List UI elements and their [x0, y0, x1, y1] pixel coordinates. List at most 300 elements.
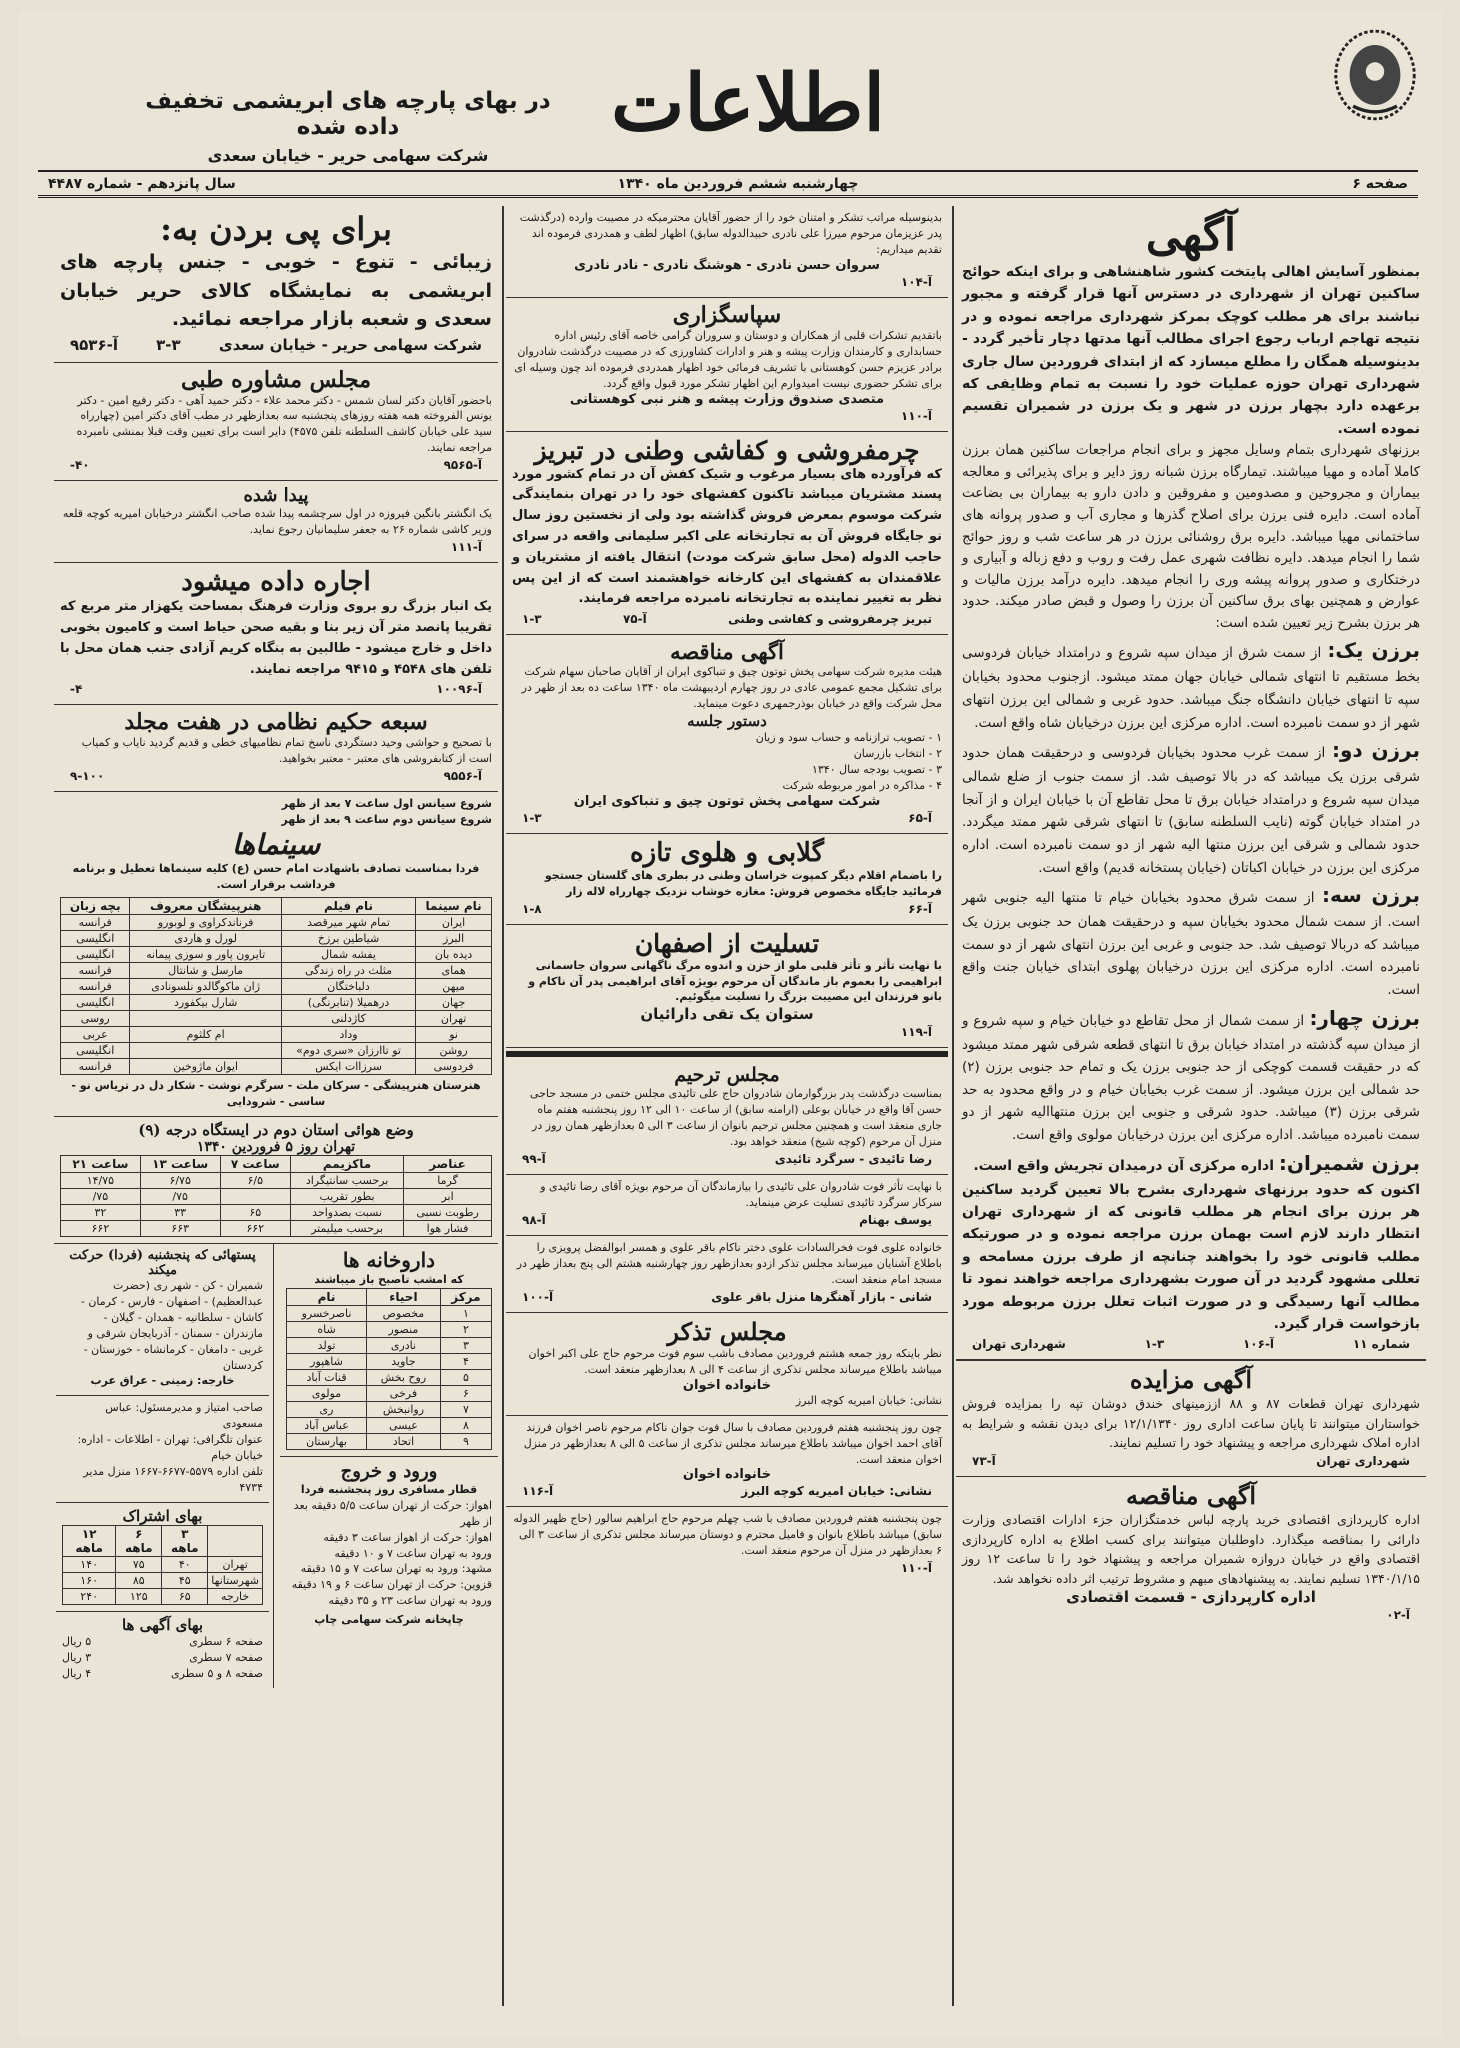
- pharmacy-cell: ۳: [440, 1337, 491, 1353]
- cinema-row: [61, 1058, 492, 1074]
- pharmacy-cell: شاه: [287, 1321, 367, 1337]
- pharmacy-cell: ۶: [440, 1385, 491, 1401]
- notice-closing: اکنون که حدود برزنهای شهرداری بشرح بالا تعیین گردید ساکنین هر برزن برای انجام هر مطلب قانونی که از شهرداری تهران انتظار دارند لازم است بهمان برزن مراجعه نموده و در صورتیکه مطلب قانونی خود را بخواهند چنانچه از طرف برزن مسامحه و تعللی مشهود گردید در آن صورت بشهرداری مراجعه خواهند نمود تا مطالب آنها رسیدگی و در صورت اثبات تعلل برزن مربوطه مورد بازخواست قرار گیرد.: [962, 1181, 1420, 1332]
- memorial5-text: چون پنجشنبه هفتم فروردین مصادف با شب چهلم مرحوم حاج ابراهیم سالور (حاج ظهیر الدوله سابق) میباشد باطلاع بانوان و فامیل محترم و دوستان میرساند مجلس تذکری از ساعت ۳ الی ۶ بعدازظهر در منزل آن مرحوم منعقد است.: [513, 1512, 942, 1558]
- pharmacy-cell: تولد: [287, 1337, 367, 1353]
- weather-row: [61, 1220, 492, 1236]
- cinema-time-2: شروع سیانس دوم ساعت ۹ بعد از ظهر: [281, 813, 492, 827]
- pharmacy-subtitle: که امشب تاصبح باز میباشند: [314, 1272, 464, 1286]
- cinema-cell: تهران: [416, 1010, 492, 1026]
- subs-cell: ۸۵: [116, 1573, 162, 1589]
- tobacco-assembly-notice: [506, 635, 948, 834]
- divider-bar: [506, 1051, 948, 1057]
- subs-row: [63, 1589, 263, 1605]
- lease-text: یک انبار بزرگ رو بروی وزارت فرهنگ بمساحت یکهزار متر مربع که تقریبا پانصد متر آن زیر بنا و بقیه صحن حیاط است و کامیون بخوبی داخل و خارج میشود - طالبین به بنگاه کریم آزادی جنب همان محل با تلفن های ۴۵۴۸ و ۹۴۱۵ مراجعه نمایند.: [60, 599, 492, 677]
- ad-rate-item: [62, 1634, 263, 1650]
- pharmacy-cell: قنات آباد: [287, 1369, 367, 1385]
- pharmacy-cell: ۵: [440, 1369, 491, 1385]
- condolence-title: تسلیت از اصفهان: [634, 928, 820, 958]
- cinema-cell: ام کلثوم: [130, 1026, 281, 1042]
- top-ad-line2: شرکت سهامی حریر - خیابان سعدی: [207, 146, 489, 165]
- pharmacy-cell: اتحاد: [367, 1433, 441, 1449]
- post-title: پستهائی که پنجشنبه (فردا) حرکت میکند: [69, 1247, 256, 1278]
- weather-cell: ۳۲: [61, 1204, 141, 1220]
- code-part: آ-۱۱۶: [522, 1484, 554, 1499]
- lease-ad: [54, 563, 498, 705]
- tender-text: هیئت مدیره شرکت سهامی پخش توتون چیق و تنباکوی ایران از آقایان صاحبان سهام شرکت برای تشکیل مجمع عمومی عادی در روز چهارم اردیبهشت ماه ۱۳۴۰ ساعت ده بعد از ظهر در محل شرکت واقع در خیابان بوذرجمهری دعوت مینماید.: [521, 665, 942, 711]
- weather-cell: بطور تقریب: [291, 1188, 404, 1204]
- top-ad-line1: در بهای پارچه های ابریشمی تخفیف داده شده: [145, 88, 551, 140]
- weather-header-cell: ساعت ۱۳: [140, 1155, 220, 1172]
- family-alavi-notice: [506, 1236, 948, 1313]
- code-part: آ-۱۱۱: [450, 540, 482, 555]
- weather-row: [61, 1204, 492, 1220]
- pharmacy-cell: ۹: [440, 1433, 491, 1449]
- fruit-code: [512, 900, 942, 918]
- thanks2-text: باتقدیم تشکرات قلبی از همکاران و دوستان و سروران گرامی خاصه آقای رئیس اداره حسابداری و کارمندان وزارت پیشه و هنر و ادارات کشاورزی که در مصیبت درگذشت شادروان برادر عزیزم حسن کوهستانی با تشریف فرمائی خود اظهار همدردی فرموده اند چون وسیله ای برای تشکر حضوری نیست امیدوارم این اظهار تشکر مورد قبول واقع گردد.: [514, 328, 942, 390]
- code-part: ۴-: [70, 682, 83, 697]
- subs-cell: ۱۴۰: [63, 1557, 116, 1573]
- memorial2-sign: یوسف بهنام: [859, 1213, 932, 1228]
- ad-rate-label: صفحه ۸ و ۵ سطری: [171, 1666, 263, 1680]
- leather-title: چرمفروشی و کفاشی وطنی در تبریز: [534, 435, 920, 465]
- fruit-text: را باضمام اقلام دیگر کمپوت خراسان وطنی در بطری های گلستان جستجو فرمائید جایگاه مخصوص فروش: مغازه خوشاب نزدیک چهارراه لاله زار: [544, 868, 942, 898]
- cinema-cell: نو: [416, 1026, 492, 1042]
- cinema-cell: شارل بیکفورد: [130, 994, 281, 1010]
- notice-intro: بمنظور آسایش اهالی پایتخت کشور شاهنشاهی و برای اینکه حوائج ساکنین تهران از شهرداری در دسترس آنها قرار گرفته و مجبور نباشند برای هر مطلب کوچک بمرکز شهرداری مراجعه نموده و در نتیجه تهاجم ارباب رجوع اجرای مطالب آنها مدتها دچار تأخیر گردد - بدینوسیله همگان را مطلع میسازد که از ابتدای فروردین سال جاری شهرداری تهران حوزه عملیات خود را نسبت به تمام وظایفی که برعهده دارد بچهار برزن در شهر و یک برزن در شمیران تقسیم نموده است.: [962, 264, 1420, 437]
- code-part: آ-۶۶: [908, 901, 932, 916]
- auction-title: آگهی مزایده: [1129, 1365, 1253, 1395]
- memorial1-text: بمناسبت درگذشت پدر بزرگوارمان شادروان حاج علی تائیدی مجلس ختمی در مسجد حاجی حسن آقا واقع در خیابان بوعلی (ارامنه سابق) از ساعت ۱۰ الی ۱۲ روز پنجشنبه هفتم ماه جاری منعقد است و همچنین مجلس ترحیم بانوان از ساعت ۳ الی ۵ بعدازظهر همان روز در منزل آن مرحوم (کوچه شیخ) منعقد خواهد بود.: [529, 1087, 942, 1149]
- pharmacy-row: [287, 1369, 492, 1385]
- agenda-item: ۴ - مذاکره در امور مربوطه شرکت: [782, 778, 942, 792]
- district-4-head: برزن چهار:: [1309, 1005, 1421, 1030]
- pharmacy-cell: ۴: [440, 1353, 491, 1369]
- weather-cell: ۶۶۳: [140, 1220, 220, 1236]
- auction-code: آ-۷۳: [972, 1454, 996, 1469]
- ad-rates-list: [62, 1634, 263, 1682]
- subs-table-body: [63, 1557, 263, 1605]
- weather-header-cell: ماکزیمم: [291, 1155, 404, 1172]
- sabeh-title: سبعه حکیم نظامی در هفت مجلد: [124, 709, 428, 736]
- travel-item: ورود به تهران ساعت ۷ و ۱۰ دقیقه: [334, 1546, 492, 1560]
- memorial1-footer: [512, 1150, 942, 1168]
- weather-cell: گرما: [404, 1172, 492, 1188]
- tender-sign: اداره کارپردازی - قسمت اقتصادی: [1066, 1587, 1316, 1606]
- book-ad: [54, 705, 498, 792]
- code-part: آ-۹۵۵۶: [443, 769, 482, 784]
- cinema-cell: دلباختگان: [281, 978, 415, 994]
- code-part: آ-۱۰۴: [900, 274, 932, 289]
- family-text: خانواده علوی فوت فخرالسادات علوی دختر ناکام باقر علوی و همسر ابوالفضل پرویزی را باطلاع آشنایان میرساند مجلس تذکر ازدو بعدازظهر روز چهارشنبه هشتم الی پنج بعداز ظهر در مسجد امام منعقد است.: [516, 1241, 942, 1286]
- pharmacy-row: [287, 1417, 492, 1433]
- subs-cell: خارجه: [208, 1589, 263, 1605]
- thanks2-sign: متصدی صندوق وزارت پیشه و هنر نبی کوهستانی: [569, 391, 885, 407]
- pharmacy-title: داروخانه ها: [342, 1247, 436, 1272]
- cinema-cell: انگلیسی: [61, 1042, 130, 1058]
- weather-title: وضع هوائی استان دوم در ایستگاه درجه (۹): [138, 1120, 414, 1139]
- code-part: آ-۱۱۰: [900, 1561, 932, 1576]
- cinema-cell: تایرون پاور و سوزی پیمانه: [130, 946, 281, 962]
- publisher: صاحب امتیاز و مدیرمسئول: عباس مسعودی: [105, 1401, 263, 1431]
- economic-tender-notice: [956, 1477, 1426, 1630]
- pharmacy-cell: بهارستان: [287, 1433, 367, 1449]
- auction-footer: [962, 1452, 1420, 1470]
- weather-subtitle: تهران روز ۵ فروردین ۱۳۴۰: [196, 1138, 356, 1155]
- memorial3-title: مجلس تذکر: [667, 1316, 787, 1346]
- thanks1-text: بدینوسیله مراتب تشکر و امتنان خود را از حضور آقایان محترمیکه در مصیبت وارده (درگذشت پدر عزیزمان مرحوم میرزا علی نادری حبیدالدوله سابق) اظهار لطف و همدردی فرموده اند تقدیم میداریم:: [519, 211, 942, 256]
- found-title: پیدا شده: [243, 485, 309, 507]
- cinema-cell: انگلیسی: [61, 946, 130, 962]
- memorial2-footer: [512, 1211, 942, 1229]
- memorial3-addr: نشانی: خیابان امیریه کوچه البرز: [795, 1393, 942, 1407]
- cinema-cell: عربی: [61, 1026, 130, 1042]
- cinema-cell: میهن: [416, 978, 492, 994]
- leather-sign: تبریز چرمفروشی و کفاشی وطنی: [728, 612, 932, 627]
- auction-sign: شهرداری تهران: [1316, 1454, 1410, 1469]
- cinema-cell: انگلیسی: [61, 930, 130, 946]
- weather-cell: برحسب سانتیگراد: [291, 1172, 404, 1188]
- agenda-item: ۲ - انتخاب بازرسان: [853, 746, 942, 760]
- cinema-cell: کاژدلنی: [281, 1010, 415, 1026]
- district-3: [962, 879, 1420, 1001]
- silk-ad: [54, 206, 498, 363]
- notice-title: آگهی: [1145, 210, 1237, 261]
- district-2: [962, 734, 1420, 879]
- pharmacy-cell: شاهپور: [287, 1353, 367, 1369]
- subs-title: بهای اشتراک: [122, 1507, 203, 1525]
- cinema-cell: وداد: [281, 1026, 415, 1042]
- post-text: شمیران - کن - شهر ری (حضرت عبدالعظیم) - اصفهان - فارس - کرمان - کاشان - سلطانیه - همدان - گیلان - مازندران - سمنان - آذربایجان شرقی و غربی - دامغان - کرمانشاه - خوزستان - کردستان: [80, 1278, 263, 1372]
- auction-text: شهرداری تهران قطعات ۸۷ و ۸۸ اززمینهای خندق دوشان تپه را بمزایده فروش خواستاران میتوانند تا پایان ساعت اداری روز ۱۲/۱/۱۳۴۰ برای دیدن نقشه و شرایط به اداره املاک شهرداری مراجعه و پیشنهاد خود را تسلیم نمایند.: [962, 1396, 1421, 1451]
- travel-list: [286, 1498, 492, 1610]
- condolence-isfahan: [506, 925, 948, 1049]
- weather-cell: ۳۳: [140, 1204, 220, 1220]
- newspaper-logo: اطلاعات: [610, 58, 886, 149]
- silk-footer: [60, 334, 492, 356]
- ad-rate-price: ۴ ریال: [62, 1666, 92, 1680]
- subs-row: [63, 1557, 263, 1573]
- ad-rate-item: [62, 1650, 263, 1666]
- pharmacy-table-body: [287, 1305, 492, 1449]
- subs-cell: شهرستانها: [208, 1573, 263, 1589]
- memorial1-title: مجلس ترحیم: [674, 1064, 780, 1087]
- ad-rate-label: صفحه ۷ سطری: [189, 1650, 263, 1664]
- agenda-item: ۱ - تصویب ترازنامه و حساب سود و زیان: [755, 730, 942, 744]
- cinema-cell: تو تاارزان «سری دوم»: [281, 1042, 415, 1058]
- pharmacy-cell: روح بخش: [367, 1369, 441, 1385]
- weather-cell: ۷۵/: [140, 1188, 220, 1204]
- address: عنوان تلگرافی: تهران - اطلاعات - اداره: خیابان خیام: [77, 1433, 263, 1463]
- ad-rate-price: ۵ ریال: [62, 1635, 92, 1648]
- publisher-info: [56, 1396, 269, 1503]
- memorial4-addr: نشانی: خیابان امیریه کوچه البرز: [741, 1484, 932, 1499]
- pharmacy-cell: ۲: [440, 1321, 491, 1337]
- newspaper-page: [18, 10, 1442, 2038]
- cinema-row: [61, 994, 492, 1010]
- cinema-row: [61, 978, 492, 994]
- silk-text: زیبائی - تنوع - خوبی - جنس پارچه های ابریشمی به نمایشگاه کالای حریر خیابان سعدی و شعبه بازار مراجعه نمائید.: [60, 251, 492, 330]
- pharmacy-row: [287, 1385, 492, 1401]
- pharmacy-row: [287, 1401, 492, 1417]
- weather-row: [61, 1188, 492, 1204]
- code-part: آ-۹۵۶۵: [443, 458, 482, 473]
- issue-number: سال پانزدهم - شماره ۴۴۸۷: [48, 175, 236, 192]
- cinema-cell: فرانسه: [61, 914, 130, 930]
- subs-cell: ۷۵: [116, 1557, 162, 1573]
- cinema-cell: مارسل و شانتال: [130, 962, 281, 978]
- fruit-title: گلابی و هلوی تازه: [630, 837, 824, 868]
- council-code: [60, 456, 492, 474]
- pharmacy-cell: عباس آباد: [287, 1417, 367, 1433]
- sabeh-code: [60, 767, 492, 785]
- weather-table-body: [61, 1172, 492, 1236]
- weather-header-cell: ساعت ۲۱: [61, 1155, 141, 1172]
- thanks-kouhestani: [506, 298, 948, 432]
- subs-row: [63, 1573, 263, 1589]
- left-bottom-split: [54, 1244, 498, 1688]
- condolence-code: [512, 1023, 942, 1041]
- memorial-salour: [506, 1507, 948, 1583]
- thanks1-code: [512, 273, 942, 291]
- pharmacy-header-cell: احیاء: [367, 1288, 441, 1305]
- memorial-naser-akhavan: [506, 1416, 948, 1508]
- weather-header-cell: ساعت ۷: [220, 1155, 290, 1172]
- memorial4-sign: خانواده اخوان: [682, 1467, 772, 1483]
- thanks-nadery: [506, 206, 948, 298]
- district-5-head: برزن شمیران:: [1278, 1150, 1420, 1175]
- ad-rates-section: [56, 1612, 269, 1688]
- memorial5-code: [512, 1559, 942, 1577]
- memorial-behnam: [506, 1175, 948, 1236]
- cinema-cell: روسی: [61, 1010, 130, 1026]
- district-2-text: از سمت غرب محدود بخیابان فردوسی و درحقیقت همان حدود شرقی برزن یک میباشد که در بالا توصیف شد. از سمت جنوب از ضلع شمالی میدان سپه شروع و درامتداد خیابان برق تا محل تقاطع آن با خیابان ایران و از آنجا در امتداد خیابان گوته (نایب السلطنه سابق) تا انتهای شرقی شهر ممتد میگردد. حدود شمالی و شرقی این برزن منتها الیه شهر از دو سمت نامبرده است. اداره مرکزی این برزن در خیابان اکباتان (خیابان پستخانه قدیم) واقع است.: [962, 745, 1420, 876]
- silk-sign: شرکت سهامی حریر - خیابان سعدی: [218, 335, 482, 354]
- code-part: آ-۱۱۹: [900, 1025, 932, 1040]
- travel-item: ورود به تهران ساعت ۲۳ و ۳۵ دقیقه: [328, 1594, 492, 1608]
- subscription-section: [56, 1503, 269, 1612]
- pharmacy-and-travel: [280, 1244, 498, 1688]
- pharmacy-cell: ناصرخسرو: [287, 1305, 367, 1321]
- cinema-row: [61, 1026, 492, 1042]
- code-part: ۴۰-: [70, 458, 90, 473]
- cinema-cell: فرانسه: [61, 962, 130, 978]
- pharmacy-cell: ری: [287, 1401, 367, 1417]
- code-part: آ-۱۰۰: [522, 1289, 554, 1304]
- cinema-cell: سرزاات ایکس: [281, 1058, 415, 1074]
- pharmacy-row: [287, 1305, 492, 1321]
- weather-row: [61, 1172, 492, 1188]
- cinema-cell: لورل و هاردی: [130, 930, 281, 946]
- council-title: مجلس مشاوره طبی: [180, 366, 371, 393]
- memorial-akhavan: [506, 1313, 948, 1416]
- district-3-text: از سمت شرق محدود بخیابان خیام تا منتها الیه جنوبی شهر است. از سمت شمال محدود بخیابان سپه و درحقیقت همان حد جنوبی برزن یک میباشد که دربالا توصیف شد. حد جنوبی و غربی این برزن انتهای شهر از دو سمت نامبرده است. اداره مرکزی این برزن درخیابان پهلوی ابتدای خیابان جنت واقع است.: [962, 890, 1420, 998]
- ad-rate-label: صفحه ۶ سطری: [189, 1635, 263, 1648]
- code-part: آ-۷۵: [622, 612, 647, 627]
- top-silk-ad: [138, 88, 558, 165]
- weather-cell: ۶۶۲: [61, 1220, 141, 1236]
- code-part: ۳-۳: [156, 335, 181, 354]
- subs-cell: تهران: [208, 1557, 263, 1573]
- weather-cell: ۶/۵: [220, 1172, 290, 1188]
- notice-body: برزنهای شهرداری بتمام وسایل مجهز و برای انجام مراجعات ساکنین همان برزن کاملا آماده و مهیا میباشند. تیمارگاه برزن شبانه روز دایر و برای پذیرائی و معالجه بیماران و مجروحین و مصدومین و مفروقین و دادن دارو به بیماران بی بضاعت آماده است. دایره فنی برزن برای اصلاح گذرها و مجاری آب و صدور پروانه های ساختمانی مهیا میباشد. دایره برق روشنائی برزن در هر ساعت شب و روز حوائج شما را انجام میدهد. دایره نظافت شهری عمل رفت و روب و دفع زباله و آبیاری و درختکاری و صدور پروانه پیشه وری را انجام میدهد. دایره درآمد برزن مالیات و عوارض و همچنین بهای برق ساکنین آن برزن را وصول و قبض صادر میکند. حدود هر برزن بشرح زیر تعیین شده است:: [962, 442, 1420, 631]
- post-foreign: خارجه: زمینی - عراق عرب: [90, 1374, 235, 1388]
- medical-council: [54, 363, 498, 482]
- date-bar: [38, 170, 1418, 198]
- travel-item: اهواز: حرکت از اهواز ساعت ۳ دقیقه: [323, 1530, 492, 1544]
- cinema-cell: فرانسه: [61, 978, 130, 994]
- travel-item: اهواز: حرکت از تهران ساعت ۵/۵ دقیقه بعد از ظهر: [293, 1498, 492, 1528]
- tender-title: آگهی مناقصه: [670, 639, 784, 665]
- code-part: آ-۱۰۶: [1242, 1337, 1275, 1352]
- cinema-cell: ایران: [416, 914, 492, 930]
- code-part: ۹-۱۰۰: [70, 769, 105, 784]
- cinema-row: [61, 1042, 492, 1058]
- subs-cell: ۴۰: [162, 1557, 208, 1573]
- pharmacy-row: [287, 1321, 492, 1337]
- pharmacy-row: [287, 1353, 492, 1369]
- leather-footer: [512, 610, 942, 628]
- memorial4-footer: [512, 1482, 942, 1500]
- cinema-table: [60, 897, 492, 1075]
- code-part: آ-۹۸: [522, 1213, 546, 1228]
- middle-column: [506, 206, 948, 1583]
- memorial1-sign: رضا تائیدی - سرگرد تائیدی: [774, 1152, 932, 1167]
- code-part: ۱-۸: [522, 901, 542, 916]
- travel-subtitle: قطار مسافری روز پنجشنبه فردا: [300, 1482, 478, 1496]
- subs-header-cell: ۱۲ ماهه: [63, 1526, 116, 1557]
- cinema-time-1: شروع سیانس اول ساعت ۷ بعد از ظهر: [281, 797, 492, 811]
- weather-header-row: [61, 1155, 492, 1172]
- tender-code: [512, 809, 942, 827]
- district-1-text: از سمت شرق از میدان سپه شروع و درامتداد خیابان فردوسی بخط مستقیم تا انتهای شمالی خیابان جهان ممتد میشود. ازجنوب محدود بخیابان سپه تا انتهای خیابان دانشگاه جنگ میباشد. حدود غربی و شمالی این برزن انتهای شهر از دو سمت نامبرده است. اداره مرکزی این برزن درخیابان شاه واقع است.: [962, 645, 1420, 731]
- cinema-cell: روشن: [416, 1042, 492, 1058]
- subs-cell: ۶۵: [162, 1589, 208, 1605]
- weather-cell: برحسب میلیمتر: [291, 1220, 404, 1236]
- pharmacy-cell: مخصوص: [367, 1305, 441, 1321]
- sabeh-text: با تصحیح و حواشی وحید دستگردی ناسخ تمام نظامیهای خطی و قدیم گردید نایاب و کمیاب است از کتابفروشی های معتبر - معتبر بخواهید.: [81, 736, 492, 766]
- district-5-text: اداره مرکزی آن درمیدان تجریش واقع است.: [973, 1157, 1275, 1174]
- pharmacy-cell: عیسی: [367, 1417, 441, 1433]
- column-rule-right: [952, 206, 954, 2006]
- pharmacy-cell: ۸: [440, 1417, 491, 1433]
- pharmacy-row: [287, 1337, 492, 1353]
- weather-cell: فشار هوا: [404, 1220, 492, 1236]
- district-1-head: برزن یک:: [1327, 638, 1421, 663]
- pharmacy-header-cell: نام: [287, 1288, 367, 1305]
- agenda-title: دستور جلسه: [687, 711, 767, 730]
- district-2-head: برزن دو:: [1331, 738, 1421, 763]
- cinema-cell: فرانسه: [61, 1058, 130, 1074]
- cinema-cell: فرناندکراوی و لوبورو: [130, 914, 281, 930]
- cinema-cell: یفشه شمال: [281, 946, 415, 962]
- ad-rate-price: ۳ ریال: [62, 1650, 92, 1664]
- pharmacy-cell: جاوید: [367, 1353, 441, 1369]
- found-code: [60, 538, 492, 556]
- cinema-cell: درهمیلا (تنابرنگی): [281, 994, 415, 1010]
- cinema-header-cell: هنرپیشگان معروف: [130, 897, 281, 914]
- thanks2-title: سپاسگزاری: [672, 301, 782, 328]
- cinema-note: فردا بمناسبت تصادف باشهادت امام حسن (ع) کلیه سینماها تعطیل و برنامه فرداشب برقرار است.: [72, 862, 480, 891]
- subs-table: [62, 1525, 263, 1605]
- code-part: آ-۹۹: [522, 1152, 546, 1167]
- tender-code: [962, 1606, 1420, 1624]
- weather-cell: ۱۴/۷۵: [61, 1172, 141, 1188]
- weather-cell: نسبت بصدواحد: [291, 1204, 404, 1220]
- column-rule-left: [502, 206, 504, 2006]
- memorial4-text: چون روز پنجشنبه هفتم فروردین مصادف با سال فوت جوان ناکام مرحوم ناصر اخوان فرزند آقای احمد اخوان میباشد باطلاع میرساند مجلس تذکری از ساعت ۵ الی ۸ بعدازظهر در منزل اخوان منعقد است.: [523, 1420, 942, 1466]
- weather-cell: ۶۶۲: [220, 1220, 290, 1236]
- cinema-row: [61, 946, 492, 962]
- issue-date: چهارشنبه ششم فروردین ماه ۱۳۴۰: [617, 175, 859, 192]
- weather-cell: ابر: [404, 1188, 492, 1204]
- right-column: [956, 206, 1426, 1630]
- pharmacy-cell: منصور: [367, 1321, 441, 1337]
- district-4-text: از سمت شمال از محل تقاطع دو خیابان خیام و سپه شروع و از میدان سپه گذشته در امتداد خیابان برق تا انتهای قطعه شرقی شهر ممتد میشود که در حقیقت قسمت کوچکی از حد جنوبی برزن یک و تمام حد جنوبی برزن (۲) حد شمالی این برزن میشود. از سمت غرب بخیابان خیام و در واقع محدود به حد شرقی برزن (۳) میباشد. حدود شرقی و جنوبی این برزن منتهاالیه شهر از دو سمت نامبرده میباشد. اداره مرکزی این برزن درخیابان مولوی واقع است.: [962, 1012, 1420, 1143]
- cinema-row: [61, 962, 492, 978]
- code-part: ۱-۳: [1144, 1337, 1165, 1352]
- tender-title: آگهی مناقصه: [1125, 1481, 1257, 1511]
- tender-sign: شرکت سهامی پخش توتون چیق و تنباکوی ایران: [573, 793, 881, 809]
- cinema-header-cell: بچه زبان: [61, 897, 130, 914]
- cinema-section: [54, 792, 498, 1117]
- cinema-title: سینماها: [231, 828, 321, 862]
- memorial3-sign: خانواده اخوان: [682, 1377, 772, 1393]
- subs-cell: ۴۵: [162, 1573, 208, 1589]
- ad-rate-item: [62, 1666, 263, 1682]
- left-column: [54, 206, 498, 1688]
- weather-cell: ۶/۷۵: [140, 1172, 220, 1188]
- page-number: صفحه ۶: [1352, 175, 1408, 192]
- pharmacy-cell: مولوی: [287, 1385, 367, 1401]
- district-4: [962, 1002, 1420, 1147]
- family-footer: [512, 1288, 942, 1306]
- subs-cell: ۲۴۰: [63, 1589, 116, 1605]
- cinema-header-row: [61, 897, 492, 914]
- emblem-icon: [1330, 20, 1420, 130]
- weather-cell: رطوبت نسبی: [404, 1204, 492, 1220]
- pharmacy-row: [287, 1433, 492, 1449]
- cinema-footer: هنرستان هنرپیشگی - سرکان ملت - سرگرم نوشت - شکار دل در تریاس نو - ساسی - شرودایی: [71, 1078, 481, 1108]
- memorial-taeedi: [506, 1060, 948, 1175]
- cinema-header-cell: نام سینما: [416, 897, 492, 914]
- code-part: آ-۱۱۰: [900, 408, 932, 423]
- subs-cell: ۱۲۵: [116, 1589, 162, 1605]
- leather-shop-ad: [506, 432, 948, 636]
- condolence-text: با نهایت تأثر و تأثر قلبی ملو از حزن و اندوه مرگ ناگهانی سروان جاسمانی ابراهیمی را بعموم باز ماندگان آن مرحوم بویژه آقای ابراهیمی پدر آن ناکام و بانو فرزندان این مصیبت بزرگ را تسلیت میگوئیم.: [528, 958, 942, 1004]
- district-3-head: برزن سه:: [1322, 883, 1421, 908]
- cinema-cell: شیاطین برزخ: [281, 930, 415, 946]
- cinema-cell: البرز: [416, 930, 492, 946]
- cinema-cell: [130, 1042, 281, 1058]
- cinema-table-body: [61, 914, 492, 1074]
- travel-item: مشهد: ورود به تهران ساعت ۷ و ۱۵ دقیقه: [300, 1562, 492, 1576]
- condolence-sign: ستوان یک تقی دارائیان: [640, 1005, 814, 1024]
- travel-title: ورود و خروج: [340, 1460, 438, 1482]
- weather-section: [54, 1117, 498, 1244]
- found-text: یک انگشتر بانگین فیروزه در اول سرچشمه پیدا شده صاحب انگشتر درخیابان امیریه کوچه قلعه وزیر کاشی شماره ۲۶ به جعفر سلیمانیان رجوع نماید.: [62, 507, 492, 537]
- council-text: باحضور آقایان دکتر لسان شمس - دکتر محمد علاء - دکتر حمید آهی - دکتر رفیع امین - دکتر یونس الفروخته همه هفته روزهای پنجشنبه سه بعدازظهر در مطب آقای دکتر امین (چهارراه سید علی خیابان کاشف السلطنه تلفن ۴۵۷۵) دایر است برای تعیین وقت قبلا بمنشی نامبرده مراجعه نمایند.: [76, 393, 492, 455]
- silk-title: برای پی بردن به:: [160, 210, 392, 248]
- pharmacy-cell: نادری: [367, 1337, 441, 1353]
- cinema-cell: [130, 1010, 281, 1026]
- subs-header-cell: ۶ ماهه: [116, 1526, 162, 1557]
- leather-text: که فرآورده های بسیار مرغوب و شیک کفش آن در تمام کشور مورد پسند مشتریان میباشد تاکنون کفشهای خود را در تهران بنمایندگی شرکت موسوم بمعرض فروش گذاشته بود ولی از نخستین روز سال نو جایگاه فروش آن به تجارتخانه علی اکبر سلیمانی واقعه در سرای حاجب الدوله (محل سابق شرکت مودت) انتقال یافته از مشتریان و علاقمندان به کفشهای این کارخانه خواهشمند است که از این پس نظر به تغییر نماینده به تجارتخانه نامبرده مراجعه فرمایند.: [512, 466, 942, 607]
- agenda-item: ۳ - تصویب بودجه سال ۱۳۴۰: [811, 762, 942, 776]
- weather-cell: ۷۵/: [61, 1188, 141, 1204]
- thanks2-code: [512, 407, 942, 425]
- pharmacy-header-row: [287, 1288, 492, 1305]
